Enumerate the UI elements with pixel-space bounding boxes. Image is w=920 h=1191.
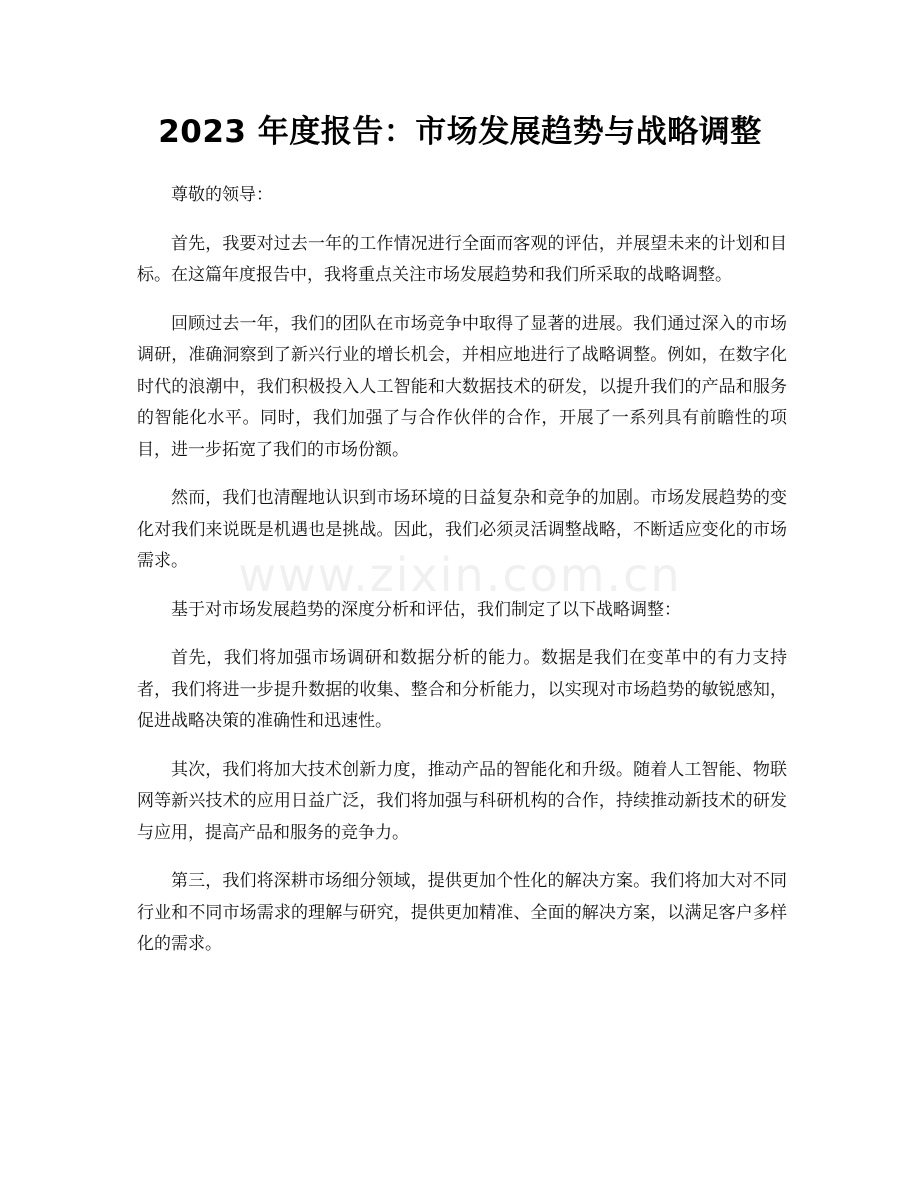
document-title: 2023 年度报告：市场发展趋势与战略调整	[158, 114, 762, 150]
salutation-paragraph: 尊敬的领导：	[171, 185, 273, 205]
body-paragraph: 回顾过去一年，我们的团队在市场竞争中取得了显著的进展。我们通过深入的市场调研，准确洞察到了新兴行业的增长机会，并相应地进行了战略调整。例如，在数字化时代的浪潮中，我们积极投入人工智能和大数据技术的研发，以提升我们的产品和服务的智能化水平。同时，我们加强了与合作伙伴的合作，开展了一系列具有前瞻性的项目，进一步拓宽了我们的市场份额。	[137, 313, 787, 460]
body-paragraph: 第三，我们将深耕市场细分领域，提供更加个性化的解决方案。我们将加大对不同行业和不同市场需求的理解与研究，提供更加精准、全面的解决方案，以满足客户多样化的需求。	[137, 871, 787, 954]
body-paragraph: 首先，我们将加强市场调研和数据分析的能力。数据是我们在变革中的有力支持者，我们将进一步提升数据的收集、整合和分析能力，以实现对市场趋势的敏锐感知，促进战略决策的准确性和迅速性。	[137, 648, 787, 731]
body-paragraph: 然而，我们也清醒地认识到市场环境的日益复杂和竞争的加剧。市场发展趋势的变化对我们来说既是机遇也是挑战。因此，我们必须灵活调整战略，不断适应变化的市场需求。	[137, 488, 787, 571]
document-body	[137, 180, 787, 978]
body-paragraph: 其次，我们将加大技术创新力度，推动产品的智能化和升级。随着人工智能、物联网等新兴技术的应用日益广泛，我们将加强与科研机构的合作，持续推动新技术的研发与应用，提高产品和服务的竞争力。	[137, 759, 787, 843]
body-paragraph: 首先，我要对过去一年的工作情况进行全面而客观的评估，并展望未来的计划和目标。在这篇年度报告中，我将重点关注市场发展趋势和我们所采取的战略调整。	[137, 233, 787, 285]
watermark: www.zixin.com.cn	[238, 548, 682, 602]
body-paragraph: 基于对市场发展趋势的深度分析和评估，我们制定了以下战略调整：	[171, 599, 681, 620]
